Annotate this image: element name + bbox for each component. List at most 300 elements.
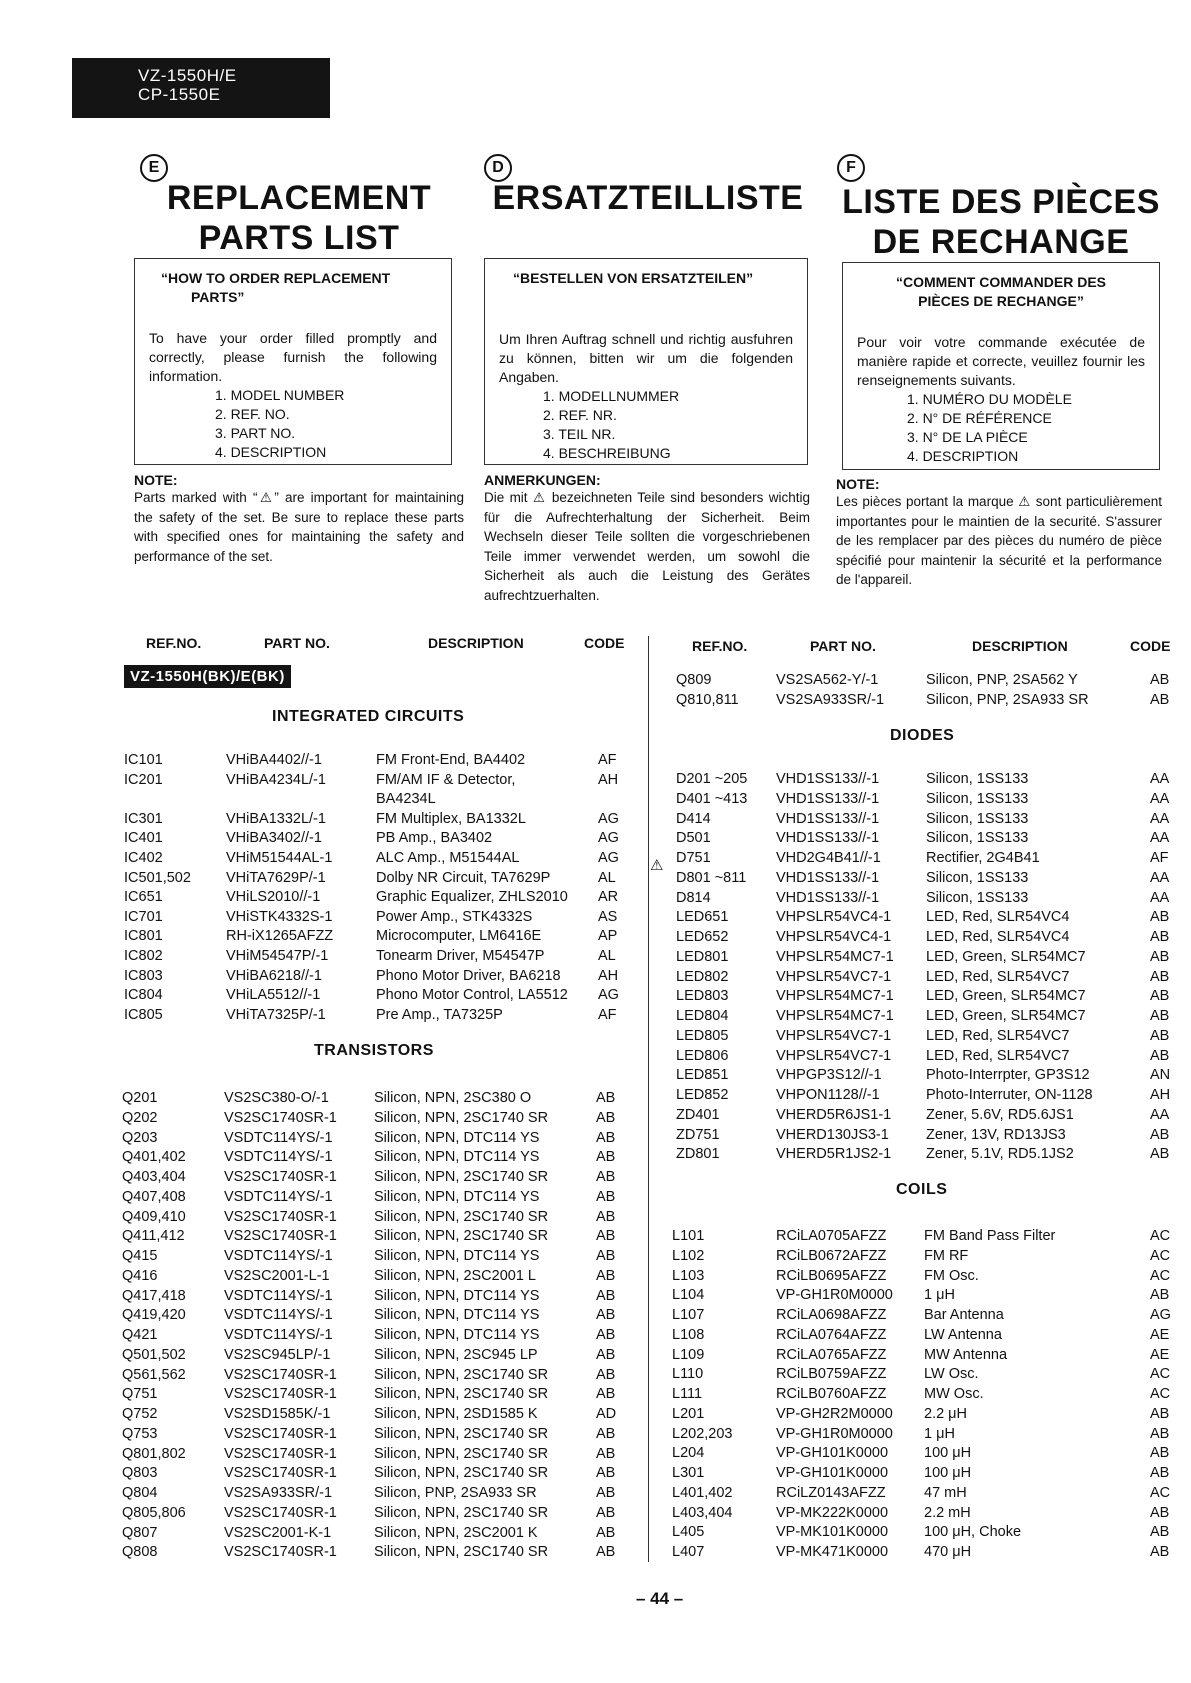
description: LED, Red, SLR54VC7 [926,968,1070,985]
list-item: 3. N° DE LA PIÈCE [907,429,1028,445]
code: AR [598,889,619,906]
part-no: VHiBA3402//-1 [226,830,322,847]
right-header-part: PART NO. [810,638,876,654]
left-header-ref: REF.NO. [146,635,202,651]
part-no: VHPSLR54MC7-1 [776,948,894,965]
description: LED, Red, SLR54VC7 [926,1027,1070,1044]
list-item: 1. MODEL NUMBER [215,387,345,403]
ref-no: D414 [676,810,711,827]
code: AA [1150,889,1170,906]
list-item: 4. DESCRIPTION [907,448,1019,464]
english-note-text: Parts marked with “⚠” are important for maintaining the safety of the set. Be sure to replace these parts with specified ones for maintaining the safety and performance of the set. [134,490,464,564]
part-no: VHPON1128//-1 [776,1087,880,1103]
part-no: VHERD5R6JS1-1 [776,1106,892,1123]
description: Silicon, PNP, 2SA933 SR [926,691,1089,708]
list-item: 1. NUMÉRO DU MODÈLE [907,391,1072,407]
list-item: 2. REF. NO. [215,406,290,422]
ref-no: Q804 [122,1485,158,1501]
code: AG [598,850,619,866]
part-no: RCiLZ0143AFZZ [776,1484,886,1501]
part-no: RCiLA0764AFZZ [776,1326,887,1343]
code: AB [1150,968,1170,985]
code: AB [1150,1027,1170,1044]
part-no: VHPSLR54VC7-1 [776,968,892,985]
description: FM Front-End, BA4402 [376,752,526,768]
description: Silicon, PNP, 2SA562 Y [926,672,1078,688]
part-no: RCiLB0760AFZZ [776,1386,887,1402]
code: AB [1150,1465,1170,1481]
description: Silicon, NPN, 2SC1740 SR [374,1425,549,1442]
code: AB [596,1149,616,1166]
description: Silicon, NPN, DTC114 YS [374,1287,540,1304]
part-no: VS2SC1740SR-1 [224,1386,337,1403]
description: Silicon, NPN, DTC114 YS [374,1327,540,1343]
description: Silicon, 1SS133 [926,771,1029,787]
code: AP [598,928,618,945]
part-no: VS2SC945LP/-1 [224,1346,331,1363]
part-no: VS2SC1740SR-1 [224,1109,337,1126]
part-no: VS2SC1740SR-1 [224,1544,337,1561]
code: AC [1150,1484,1171,1501]
description: Zener, 5.6V, RD5.6JS1 [926,1106,1074,1123]
description: Silicon, NPN, DTC114 YS [374,1307,540,1324]
description: Tonearm Driver, M54547P [376,948,545,964]
ref-no: D751 [676,850,711,866]
part-no: RCiLA0705AFZZ [776,1228,887,1244]
part-no: VHiM51544AL-1 [226,850,333,866]
french-order-items [857,390,1145,466]
code: AA [1150,771,1170,787]
description: Rectifier, 2G4B41 [926,850,1040,866]
part-no: VP-GH1R0M0000 [776,1287,893,1304]
code: AB [1150,929,1170,945]
code: AL [598,948,616,964]
code: AB [596,1129,616,1146]
code: AB [596,1445,616,1462]
ref-no: L407 [672,1544,705,1560]
part-no: VS2SC2001-K-1 [224,1524,332,1541]
description: Silicon, NPN, 2SC2001 L [374,1267,536,1284]
ref-no: Q501,502 [122,1346,186,1363]
right-header-ref: REF.NO. [692,638,748,654]
description: Silicon, NPN, 2SC2001 K [374,1524,538,1541]
description: Silicon, NPN, 2SC1740 SR [374,1169,549,1185]
description: Silicon, 1SS133 [926,830,1029,847]
code: AC [1150,1267,1171,1284]
description: Silicon, NPN, DTC114 YS [374,1149,540,1166]
description: FM Osc. [924,1267,979,1284]
code: AF [598,1006,617,1023]
description: Microcomputer, LM6416E [376,928,542,945]
model-line-2: CP-1550E [138,85,221,104]
list-item: 3. TEIL NR. [543,426,616,442]
ref-no: D201 ~205 [676,771,748,787]
ref-no: IC801 [124,928,163,945]
part-no: VS2SC1740SR-1 [224,1366,337,1383]
ref-no: Q801,802 [122,1445,186,1462]
ref-no: IC301 [124,810,163,827]
french-note-head: NOTE: [836,476,880,492]
code: AB [596,1267,616,1284]
part-no: VHiBA4402//-1 [226,752,322,768]
code: AA [1150,790,1170,807]
part-no: VS2SA933SR/-1 [776,691,885,708]
part-no: VS2SA562-Y/-1 [776,672,879,688]
ref-no: LED801 [676,948,729,965]
code: AA [1150,830,1170,847]
ref-no: Q415 [122,1248,158,1264]
list-item: 4. BESCHREIBUNG [543,445,671,461]
description: BA4234L [376,791,436,808]
code: AB [1150,1405,1170,1422]
english-title-line-1: REPLACEMENT [166,179,432,217]
description: LW Antenna [924,1326,1002,1343]
code: AB [1150,1524,1170,1541]
description: PB Amp., BA3402 [376,830,493,847]
german-note [484,472,810,605]
part-no: VS2SD1585K/-1 [224,1406,331,1422]
ref-no: ZD801 [676,1146,720,1163]
description: Silicon, NPN, DTC114 YS [374,1129,540,1146]
german-order-head: “BESTELLEN VON ERSATZTEILEN” [513,270,754,286]
code: AB [596,1524,616,1541]
ref-no: IC201 [124,771,163,788]
code: AB [1150,1287,1170,1304]
description: Photo-Interruter, ON-1128 [926,1087,1093,1103]
description: 47 mH [924,1484,967,1501]
ref-no: Q409,410 [122,1208,186,1225]
ref-no: L107 [672,1307,705,1323]
description: Silicon, 1SS133 [926,790,1029,807]
ref-no: IC101 [124,752,163,768]
ref-no: D814 [676,889,711,906]
ref-no: Q809 [676,672,712,688]
german-order-box [484,258,808,465]
english-order-head-2: PARTS” [191,289,245,305]
code: AG [598,830,619,847]
description: LED, Green, SLR54MC7 [926,1008,1086,1024]
code: AA [1150,810,1170,827]
description: Silicon, NPN, 2SC1740 SR [374,1228,549,1245]
code: AB [1150,691,1170,708]
list-item: 2. REF. NR. [543,407,617,423]
code: AB [596,1307,616,1324]
part-no: VHPSLR54VC4-1 [776,909,892,926]
description: Silicon, PNP, 2SA933 SR [374,1485,537,1501]
part-no: VHD1SS133//-1 [776,790,880,807]
description: MW Osc. [924,1386,984,1402]
part-no: VHD1SS133//-1 [776,830,880,847]
code: AC [1150,1386,1171,1402]
diode-section-title: DIODES [890,727,955,744]
part-no: VSDTC114YS/-1 [224,1149,333,1166]
ic-section-title: INTEGRATED CIRCUITS [272,708,465,725]
description: FM/AM IF & Detector, [376,771,516,788]
ref-no: Q416 [122,1267,158,1284]
part-no: RH-iX1265AFZZ [226,928,334,945]
ref-no: Q407,408 [122,1188,186,1205]
left-header-code: CODE [584,635,625,651]
description: 1 μH [924,1287,955,1304]
code: AB [596,1504,616,1521]
ref-no: ZD401 [676,1106,720,1123]
code: AB [596,1485,616,1501]
part-no: RCiLB0759AFZZ [776,1366,887,1383]
code: AH [598,771,619,788]
code: AF [1150,850,1169,866]
part-no: VP-GH2R2M0000 [776,1405,893,1422]
part-no: RCiLA0765AFZZ [776,1346,887,1363]
description: LW Osc. [924,1366,979,1383]
ref-no: Q417,418 [122,1287,186,1304]
part-no: VHPSLR54VC7-1 [776,1027,892,1044]
description: Silicon, NPN, 2SC1740 SR [374,1208,549,1225]
ref-no: Q419,420 [122,1307,186,1324]
german-title [478,178,818,218]
german-order-intro: Um Ihren Auftrag schnell und richtig ausfuhren zu können, bitten wir um die folgenden Angaben. [499,331,793,385]
ref-no: Q201 [122,1090,158,1106]
ref-no: Q808 [122,1544,158,1561]
code: AB [596,1109,616,1126]
part-no: VHiBA4234L/-1 [226,771,326,788]
list-item: 2. N° DE RÉFÉRENCE [907,410,1052,426]
ref-no: IC804 [124,987,163,1004]
description: Silicon, NPN, 2SC1740 SR [374,1386,549,1403]
french-marker: F [837,154,865,182]
french-note-text: Les pièces portant la marque ⚠ sont particulièrement importantes pour le maintien de la securité. S'assurer de les remplacer par des pièces du numéro de pièce spécifié pour maintenir la sécurité et la performance de l'appareil. [836,494,1162,587]
english-order-items [149,386,437,462]
code: AB [1150,1425,1170,1442]
part-no: VP-MK222K0000 [776,1504,889,1521]
part-no: VHD1SS133//-1 [776,889,880,906]
part-no: RCiLB0672AFZZ [776,1247,887,1264]
german-note-text: Die mit ⚠ bezeichneten Teile sind besonders wichtig für die Aufrechterhaltung der Sicherheit. Beim Wechseln dieser Teile sollten die vorgeschriebenen Teile immer verwendet werden, um sowohl die Sicherheit als auch die Leistung des Gerätes aufrechtzuerhalten. [484,490,810,603]
description: LED, Red, SLR54VC7 [926,1047,1070,1064]
code: AB [1150,909,1170,926]
part-no: VHD2G4B41//-1 [776,850,881,866]
ref-no: L101 [672,1228,705,1244]
left-header-desc: DESCRIPTION [428,635,524,651]
part-no: RCiLA0698AFZZ [776,1307,887,1323]
french-order-head-1: “COMMENT COMMANDER DES [896,274,1106,290]
german-marker: D [484,154,512,182]
part-no: VHiBA6218//-1 [226,967,322,984]
part-no: VHPSLR54VC4-1 [776,929,892,945]
list-item: 4. DESCRIPTION [215,444,327,460]
code: AB [1150,672,1170,688]
left-header-part: PART NO. [264,635,330,651]
description: Dolby NR Circuit, TA7629P [376,869,551,886]
code: AC [1150,1366,1171,1383]
part-no: VHERD130JS3-1 [776,1126,889,1143]
code: AB [1150,1008,1170,1024]
part-no: VP-MK471K0000 [776,1544,889,1560]
code: AG [598,987,619,1004]
description: 2.2 μH [924,1405,968,1422]
ref-no: L401,402 [672,1484,733,1501]
description: Silicon, NPN, 2SC1740 SR [374,1445,549,1462]
english-marker: E [140,154,168,182]
french-order-box [842,262,1160,470]
code: AB [596,1544,616,1561]
code: AB [596,1346,616,1363]
code: AA [1150,869,1170,886]
description: Phono Motor Driver, BA6218 [376,967,561,984]
description: Zener, 13V, RD13JS3 [926,1126,1066,1143]
list-item: 3. PART NO. [215,425,296,441]
code: AS [598,908,618,925]
description: LED, Green, SLR54MC7 [926,988,1086,1005]
part-no: VS2SC1740SR-1 [224,1504,337,1521]
part-no: VS2SC1740SR-1 [224,1445,337,1462]
code: AC [1150,1228,1171,1244]
code: AB [1150,1126,1170,1143]
ref-no: L103 [672,1267,705,1284]
ref-no: Q411,412 [122,1228,185,1245]
french-order-head [857,273,1145,311]
english-order-box [134,258,452,465]
part-no: VHiLS2010//-1 [226,889,321,906]
model-line-1: VZ-1550H/E [138,66,237,85]
ref-no: L301 [672,1465,705,1481]
page-number: – 44 – [636,1589,684,1608]
ref-no: IC802 [124,948,163,964]
code: AB [596,1090,616,1106]
description: Bar Antenna [924,1307,1004,1323]
description: 470 μH [924,1544,972,1560]
ref-no: IC701 [124,908,163,925]
ref-no: L403,404 [672,1504,733,1521]
part-no: VHD1SS133//-1 [776,810,880,827]
part-no: VS2SC1740SR-1 [224,1169,337,1185]
ref-no: Q403,404 [122,1169,186,1185]
part-no: VHiTA7629P/-1 [226,869,326,886]
part-no: VSDTC114YS/-1 [224,1327,333,1343]
safety-mark-icon: ⚠ [650,857,664,874]
ref-no: IC803 [124,967,163,984]
code: AD [596,1406,617,1422]
description: FM Multiplex, BA1332L [376,810,526,827]
code: AB [1150,1146,1170,1163]
description: LED, Red, SLR54VC4 [926,909,1070,926]
code: AA [1150,1106,1170,1123]
description: ALC Amp., M51544AL [376,850,520,866]
description: Silicon, NPN, 2SC1740 SR [374,1465,549,1482]
part-no: VHPSLR54MC7-1 [776,988,894,1005]
part-no: VHPSLR54VC7-1 [776,1047,892,1064]
part-no: VP-GH1R0M0000 [776,1425,893,1442]
code: AB [596,1386,616,1403]
ref-no: Q803 [122,1465,158,1482]
french-note [836,476,1162,590]
ref-no: Q753 [122,1425,158,1442]
german-title-line-1: ERSATZTEILLISTE [492,179,804,217]
ref-no: LED802 [676,968,729,985]
ref-no: L108 [672,1326,705,1343]
code: AG [598,810,619,827]
ref-no: L104 [672,1287,705,1304]
code: AL [598,869,616,886]
code: AN [1150,1067,1171,1084]
description: Silicon, NPN, 2SD1585 K [374,1406,538,1422]
code: AB [596,1228,616,1245]
german-note-head: ANMERKUNGEN: [484,472,601,488]
description: Power Amp., STK4332S [376,908,533,925]
english-order-head-1: “HOW TO ORDER REPLACEMENT [161,270,391,286]
part-no: VHD1SS133//-1 [776,771,880,787]
part-no: VHiBA1332L/-1 [226,810,326,827]
part-no: VSDTC114YS/-1 [224,1287,333,1304]
description: Photo-Interrpter, GP3S12 [926,1067,1090,1084]
ref-no: Q751 [122,1386,158,1403]
ref-no: L111 [672,1386,703,1402]
description: Silicon, NPN, DTC114 YS [374,1188,540,1205]
part-no: VS2SC1740SR-1 [224,1208,337,1225]
english-title-line-2: PARTS LIST [198,219,400,257]
part-no: VHPGP3S12//-1 [776,1067,882,1084]
french-order-head-2: PIÈCES DE RECHANGE” [918,293,1084,309]
ref-no: Q401,402 [122,1149,186,1166]
description: 1 μH [924,1425,955,1442]
part-no: VSDTC114YS/-1 [224,1188,333,1205]
coil-section-title: COILS [896,1181,948,1198]
description: 100 μH [924,1445,972,1462]
code: AE [1150,1326,1170,1343]
list-item: 1. MODELLNUMMER [543,388,680,404]
ref-no: Q421 [122,1327,158,1343]
ref-no: Q805,806 [122,1504,186,1521]
part-no: VHD1SS133//-1 [776,869,880,886]
french-title-line-1: LISTE DES PIÈCES [842,183,1160,221]
code: AB [596,1169,616,1185]
code: AB [1150,1047,1170,1064]
description: Silicon, NPN, 2SC1740 SR [374,1366,549,1383]
part-no: VHiTA7325P/-1 [226,1006,326,1023]
description: 100 μH [924,1465,972,1481]
part-no: VSDTC114YS/-1 [224,1129,333,1146]
ref-no: L102 [672,1247,705,1264]
part-no: VSDTC114YS/-1 [224,1248,333,1264]
part-no: VS2SC1740SR-1 [224,1425,337,1442]
ref-no: IC501,502 [124,869,191,886]
part-no: VS2SC1740SR-1 [224,1228,337,1245]
french-title-line-2: DE RECHANGE [872,223,1130,261]
part-no: VHiSTK4332S-1 [226,908,333,925]
ref-no: Q561,562 [122,1366,186,1383]
ref-no: Q810,811 [676,691,739,708]
ref-no: L201 [672,1405,705,1422]
part-no: VS2SA933SR/-1 [224,1485,333,1501]
code: AB [1150,1445,1170,1462]
german-order-items [499,387,793,463]
ref-no: IC401 [124,830,163,847]
description: 2.2 mH [924,1504,971,1521]
description: Silicon, NPN, 2SC380 O [374,1090,532,1106]
right-header-desc: DESCRIPTION [972,638,1068,654]
ref-no: L110 [672,1366,704,1383]
model-section-tag: VZ-1550H(BK)/E(BK) [124,665,291,688]
code: AG [1150,1307,1171,1323]
french-order-intro: Pour voir votre commande exécutée de manière rapide et correcte, veuillez fournir les renseignements suivants. [857,334,1145,388]
ref-no: IC402 [124,850,163,866]
right-header-code: CODE [1130,638,1171,654]
code: AB [596,1465,616,1482]
code: AH [1150,1087,1171,1103]
code: AB [1150,988,1170,1005]
ref-no: IC651 [124,889,163,906]
description: Silicon, 1SS133 [926,810,1029,827]
english-title [140,178,458,258]
